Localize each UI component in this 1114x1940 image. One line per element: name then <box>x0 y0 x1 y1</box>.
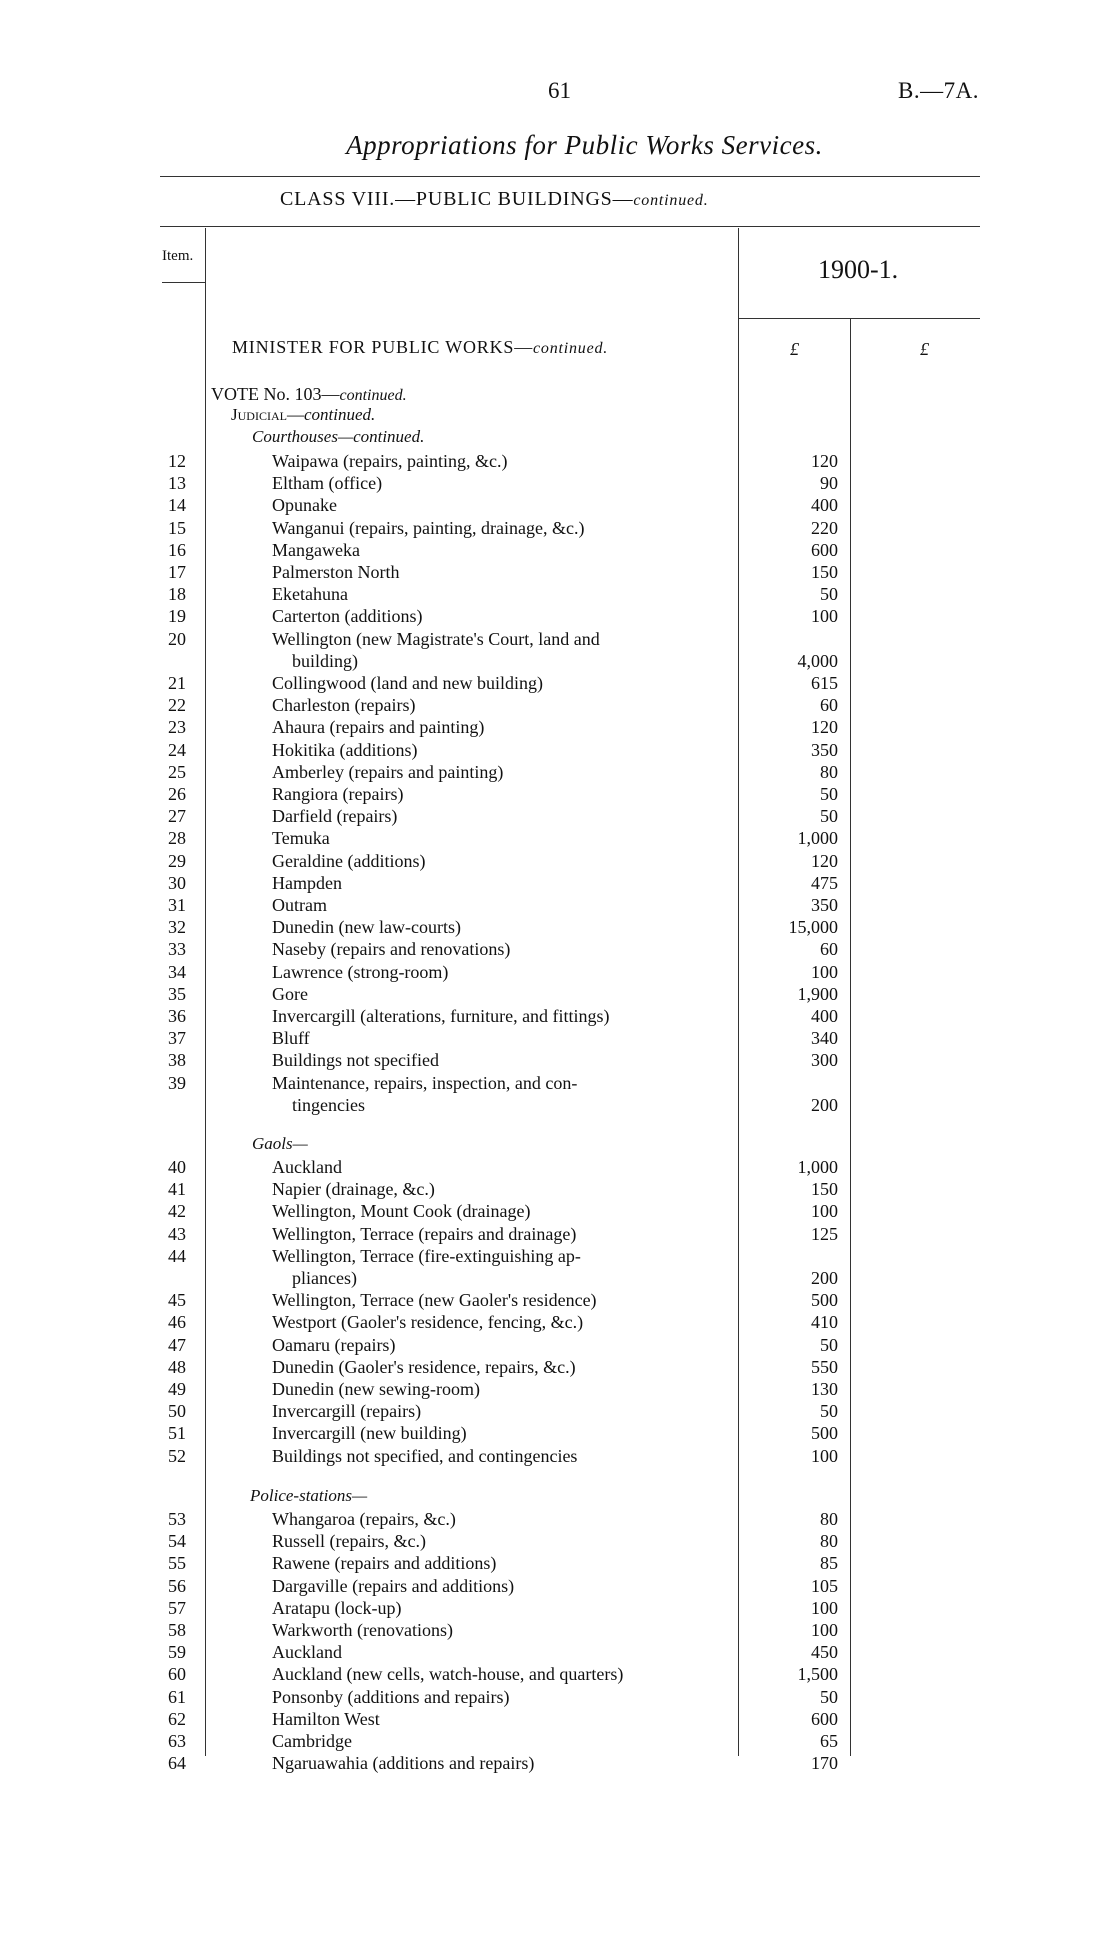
item-description: Whangaroa (repairs, &c.) <box>272 1509 456 1529</box>
item-amount: 105 <box>811 1575 838 1596</box>
table-row <box>0 1575 1114 1597</box>
item-description: Buildings not specified, and contingencies <box>272 1445 578 1466</box>
item-number: 23 <box>168 717 186 738</box>
item-amount: 350 <box>811 895 838 915</box>
table-row <box>0 561 1114 583</box>
table-row <box>0 1422 1114 1444</box>
table-row <box>0 716 1114 738</box>
table-row <box>0 472 1114 494</box>
item-description: Opunake <box>272 495 337 516</box>
item-amount: 120 <box>811 451 838 471</box>
item-amount: 100 <box>811 606 838 627</box>
item-number: 34 <box>168 961 186 982</box>
item-number: 31 <box>168 895 186 915</box>
item-description: Warkworth (renovations) <box>272 1620 453 1640</box>
item-number: 18 <box>168 584 186 605</box>
table-row <box>0 1445 1114 1467</box>
item-amount: 125 <box>811 1223 838 1244</box>
judicial-heading: Judicial—continued. <box>231 405 376 424</box>
item-description: Eketahuna <box>272 584 348 605</box>
item-description: Napier (drainage, &c.) <box>272 1179 435 1200</box>
table-row <box>0 1245 1114 1288</box>
item-amount: 65 <box>820 1731 838 1751</box>
item-amount: 80 <box>820 1531 838 1552</box>
item-amount: 340 <box>811 1028 838 1049</box>
table-row <box>0 961 1114 983</box>
item-amount: 200 <box>811 1094 838 1115</box>
item-number: 59 <box>168 1642 186 1663</box>
item-amount: 50 <box>820 1686 838 1707</box>
item-number: 47 <box>168 1334 186 1355</box>
item-amount: 15,000 <box>788 917 838 938</box>
item-number: 17 <box>168 562 186 582</box>
item-amount: 120 <box>811 717 838 738</box>
item-description-continued: pliances) <box>292 1267 357 1288</box>
item-number: 52 <box>168 1445 186 1466</box>
item-description: Dunedin (new law-courts) <box>272 917 461 938</box>
item-number: 61 <box>168 1686 186 1707</box>
table-row <box>0 916 1114 938</box>
table-row <box>0 783 1114 805</box>
item-description: Ngaruawahia (additions and repairs) <box>272 1753 535 1774</box>
table-row <box>0 517 1114 539</box>
rule-header <box>160 226 980 227</box>
table-row <box>0 450 1114 472</box>
item-description: Ahaura (repairs and painting) <box>272 717 485 738</box>
page-title: Appropriations for Public Works Services. <box>346 130 823 160</box>
item-description: Invercargill (new building) <box>272 1423 467 1444</box>
table-row <box>0 1597 1114 1619</box>
item-number: 28 <box>168 828 186 849</box>
item-description: Dunedin (new sewing-room) <box>272 1379 480 1399</box>
item-number: 50 <box>168 1401 186 1422</box>
table-row <box>0 583 1114 605</box>
item-description: Mangaweka <box>272 539 360 560</box>
item-description: Buildings not specified <box>272 1050 439 1071</box>
table-row <box>0 1730 1114 1752</box>
item-amount: 60 <box>820 939 838 960</box>
table-row <box>0 1311 1114 1333</box>
item-description: Wellington, Terrace (repairs and drainage) <box>272 1223 577 1244</box>
item-description: Russell (repairs, &c.) <box>272 1531 426 1552</box>
item-number: 29 <box>168 850 186 871</box>
item-number: 44 <box>168 1245 186 1266</box>
table-row <box>0 850 1114 872</box>
item-description-continued: tingencies <box>292 1094 365 1115</box>
item-description: Aratapu (lock-up) <box>272 1597 402 1618</box>
item-description: Maintenance, repairs, inspection, and con- <box>272 1072 578 1093</box>
item-description: Auckland <box>272 1157 342 1177</box>
item-description: Hamilton West <box>272 1708 380 1729</box>
document-reference: B.—7A. <box>898 78 979 103</box>
rule-year <box>738 318 980 319</box>
item-amount: 170 <box>811 1753 838 1774</box>
item-amount: 615 <box>811 673 838 693</box>
table-row <box>0 1223 1114 1245</box>
item-description: Ponsonby (additions and repairs) <box>272 1686 510 1707</box>
item-description: Invercargill (alterations, furniture, and fittings) <box>272 1006 610 1026</box>
item-description: Cambridge <box>272 1731 352 1751</box>
gaols-heading: Gaols— <box>252 1134 308 1153</box>
item-number: 36 <box>168 1006 186 1026</box>
item-amount: 4,000 <box>797 650 838 671</box>
table-row <box>0 672 1114 694</box>
table-row <box>0 1156 1114 1178</box>
currency-symbol-2: £ <box>920 339 929 359</box>
item-number: 45 <box>168 1290 186 1311</box>
item-number: 54 <box>168 1531 186 1552</box>
item-amount: 120 <box>811 850 838 871</box>
table-row <box>0 605 1114 627</box>
item-description-continued: building) <box>292 650 358 671</box>
item-amount: 500 <box>811 1290 838 1311</box>
item-amount: 400 <box>811 1006 838 1026</box>
table-row <box>0 1200 1114 1222</box>
item-amount: 100 <box>811 1597 838 1618</box>
item-description: Wellington, Terrace (fire-extinguishing ap- <box>272 1245 581 1266</box>
item-number: 51 <box>168 1423 186 1444</box>
item-amount: 400 <box>811 495 838 516</box>
item-amount: 1,000 <box>797 1157 838 1177</box>
item-number: 48 <box>168 1356 186 1377</box>
table-row <box>0 1708 1114 1730</box>
item-amount: 100 <box>811 1201 838 1222</box>
item-description: Dargaville (repairs and additions) <box>272 1575 515 1596</box>
item-amount: 410 <box>811 1312 838 1333</box>
item-number: 20 <box>168 628 186 649</box>
item-number: 15 <box>168 517 186 538</box>
item-amount: 450 <box>811 1642 838 1663</box>
item-description: Temuka <box>272 828 330 849</box>
item-number: 57 <box>168 1597 186 1618</box>
table-row <box>0 1641 1114 1663</box>
item-description: Wellington (new Magistrate's Court, land and <box>272 628 600 649</box>
item-description: Rawene (repairs and additions) <box>272 1553 497 1574</box>
table-row <box>0 761 1114 783</box>
table-row <box>0 1752 1114 1774</box>
class-heading: CLASS VIII.—PUBLIC BUILDINGS—continued. <box>280 188 709 210</box>
item-description: Carterton (additions) <box>272 606 423 627</box>
item-description: Hampden <box>272 872 342 893</box>
table-row <box>0 1663 1114 1685</box>
item-amount: 550 <box>811 1356 838 1377</box>
item-number: 12 <box>168 451 186 471</box>
table-row <box>0 1378 1114 1400</box>
item-number: 49 <box>168 1379 186 1399</box>
item-description: Eltham (office) <box>272 473 383 494</box>
table-row <box>0 1289 1114 1311</box>
table-row <box>0 1530 1114 1552</box>
item-description: Hokitika (additions) <box>272 739 418 760</box>
item-number: 37 <box>168 1028 186 1049</box>
item-number: 32 <box>168 917 186 938</box>
item-description: Rangiora (repairs) <box>272 784 404 804</box>
item-number: 60 <box>168 1664 186 1685</box>
item-amount: 150 <box>811 1179 838 1200</box>
item-description: Charleston (repairs) <box>272 695 416 716</box>
item-number: 46 <box>168 1312 186 1333</box>
item-amount: 150 <box>811 562 838 582</box>
item-description: Dunedin (Gaoler's residence, repairs, &c.) <box>272 1356 576 1377</box>
item-amount: 600 <box>811 539 838 560</box>
item-amount: 85 <box>820 1553 838 1574</box>
item-description: Oamaru (repairs) <box>272 1334 396 1355</box>
item-amount: 50 <box>820 1401 838 1422</box>
rule-top <box>160 176 980 177</box>
table-row <box>0 1005 1114 1027</box>
item-number: 62 <box>168 1708 186 1729</box>
table-row <box>0 1334 1114 1356</box>
item-number: 55 <box>168 1553 186 1574</box>
table-row <box>0 494 1114 516</box>
item-amount: 50 <box>820 1334 838 1355</box>
item-description: Gore <box>272 983 308 1004</box>
item-amount: 50 <box>820 806 838 827</box>
table-row <box>0 1072 1114 1115</box>
table-row <box>0 1049 1114 1071</box>
table-row <box>0 1619 1114 1641</box>
item-number: 25 <box>168 761 186 782</box>
item-amount: 475 <box>811 872 838 893</box>
item-amount: 90 <box>820 473 838 494</box>
item-description: Wellington, Mount Cook (drainage) <box>272 1201 531 1222</box>
column-header-item: Item. <box>162 248 194 264</box>
item-description: Wellington, Terrace (new Gaoler's residence) <box>272 1290 597 1311</box>
item-description: Waipawa (repairs, painting, &c.) <box>272 451 508 471</box>
item-number: 16 <box>168 539 186 560</box>
item-description: Westport (Gaoler's residence, fencing, &c.) <box>272 1312 584 1333</box>
police-heading: Police-stations— <box>250 1486 368 1505</box>
item-number: 53 <box>168 1509 186 1529</box>
item-number: 30 <box>168 872 186 893</box>
item-description: Naseby (repairs and renovations) <box>272 939 511 960</box>
item-number: 22 <box>168 695 186 716</box>
table-row <box>0 694 1114 716</box>
column-header-year: 1900-1. <box>818 255 899 284</box>
item-number: 43 <box>168 1223 186 1244</box>
item-amount: 50 <box>820 584 838 605</box>
table-row <box>0 1356 1114 1378</box>
item-number: 13 <box>168 473 186 494</box>
item-amount: 100 <box>811 1620 838 1640</box>
table-row <box>0 1400 1114 1422</box>
item-number: 39 <box>168 1072 186 1093</box>
item-description: Auckland <box>272 1642 342 1663</box>
currency-symbol-1: £ <box>790 339 799 359</box>
item-description: Amberley (repairs and painting) <box>272 761 504 782</box>
item-amount: 220 <box>811 517 838 538</box>
item-number: 64 <box>168 1753 186 1774</box>
item-description: Auckland (new cells, watch-house, and quarters) <box>272 1664 624 1685</box>
minister-heading: MINISTER FOR PUBLIC WORKS—continued. <box>232 337 609 357</box>
table-row <box>0 1027 1114 1049</box>
item-amount: 80 <box>820 1509 838 1529</box>
table-row <box>0 739 1114 761</box>
item-number: 14 <box>168 495 186 516</box>
item-number: 40 <box>168 1157 186 1177</box>
item-description: Collingwood (land and new building) <box>272 673 543 693</box>
table-row <box>0 938 1114 960</box>
table-row <box>0 539 1114 561</box>
item-amount: 600 <box>811 1708 838 1729</box>
item-amount: 130 <box>811 1379 838 1399</box>
item-description: Darfield (repairs) <box>272 806 398 827</box>
item-description: Lawrence (strong-room) <box>272 961 449 982</box>
table-row <box>0 805 1114 827</box>
item-amount: 80 <box>820 761 838 782</box>
item-amount: 1,500 <box>797 1664 838 1685</box>
item-number: 42 <box>168 1201 186 1222</box>
item-number: 33 <box>168 939 186 960</box>
item-number: 24 <box>168 739 186 760</box>
item-amount: 350 <box>811 739 838 760</box>
item-amount: 500 <box>811 1423 838 1444</box>
item-amount: 200 <box>811 1267 838 1288</box>
item-description: Outram <box>272 895 327 915</box>
item-number: 26 <box>168 784 186 804</box>
item-description: Palmerston North <box>272 562 400 582</box>
table-row <box>0 827 1114 849</box>
item-number: 63 <box>168 1731 186 1751</box>
table-row <box>0 872 1114 894</box>
item-number: 56 <box>168 1575 186 1596</box>
item-number: 58 <box>168 1620 186 1640</box>
item-number: 27 <box>168 806 186 827</box>
item-description: Wanganui (repairs, painting, drainage, &c.) <box>272 517 585 538</box>
item-amount: 100 <box>811 1445 838 1466</box>
table-row <box>0 1552 1114 1574</box>
item-number: 35 <box>168 983 186 1004</box>
item-number: 19 <box>168 606 186 627</box>
courthouses-heading: Courthouses—continued. <box>252 427 425 446</box>
item-number: 21 <box>168 673 186 693</box>
table-row <box>0 1686 1114 1708</box>
item-amount: 100 <box>811 961 838 982</box>
item-amount: 1,000 <box>797 828 838 849</box>
item-number: 38 <box>168 1050 186 1071</box>
vote-heading: VOTE No. 103—continued. <box>211 384 407 404</box>
item-description: Bluff <box>272 1028 310 1049</box>
page-number: 61 <box>548 78 571 103</box>
item-number: 41 <box>168 1179 186 1200</box>
rule-item-header <box>162 282 205 283</box>
item-description: Geraldine (additions) <box>272 850 426 871</box>
table-row <box>0 894 1114 916</box>
item-amount: 60 <box>820 695 838 716</box>
table-row <box>0 1508 1114 1530</box>
item-amount: 50 <box>820 784 838 804</box>
table-row <box>0 628 1114 671</box>
item-amount: 1,900 <box>797 983 838 1004</box>
item-amount: 300 <box>811 1050 838 1071</box>
table-row <box>0 1178 1114 1200</box>
item-description: Invercargill (repairs) <box>272 1401 422 1422</box>
table-row <box>0 983 1114 1005</box>
